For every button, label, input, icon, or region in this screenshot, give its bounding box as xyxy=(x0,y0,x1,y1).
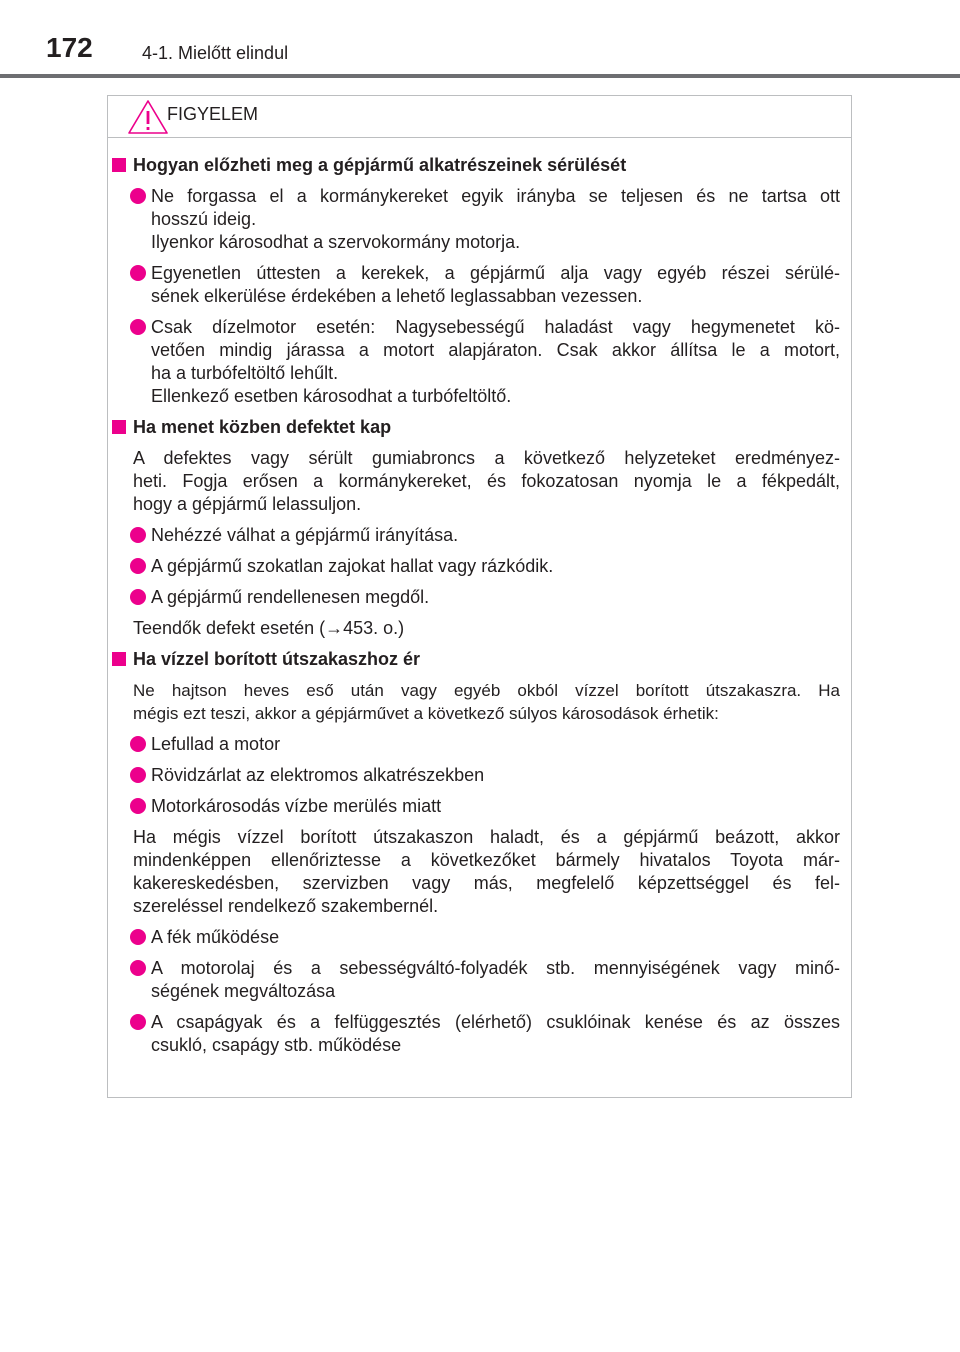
bullet-dot-icon xyxy=(130,589,146,605)
square-bullet-icon xyxy=(112,158,126,172)
warning-content xyxy=(108,154,851,1065)
cross-reference: Teendők defekt esetén (→453. o.) xyxy=(133,618,405,638)
bullet-dot-icon xyxy=(130,960,146,976)
warning-triangle-icon xyxy=(126,98,170,136)
warning-title: FIGYELEM xyxy=(167,104,259,124)
paragraph: Ne hajtson heves eső után vagy egyéb okból vízzel borított útszakaszra. Ha mégis ezt teszi, akkor a gépjárművet a következő súlyos károsodások érhetik: xyxy=(133,681,840,723)
list-item: Nehézzé válhat a gépjármű irányítása. xyxy=(108,524,851,547)
square-bullet-icon xyxy=(112,420,126,434)
bullet-dot-icon xyxy=(130,319,146,335)
list-item: A fék működése xyxy=(108,926,851,949)
section-heading: Ha menet közben defektet kap xyxy=(108,416,851,439)
page-header xyxy=(0,0,960,80)
warning-box xyxy=(107,95,852,1098)
list-item: A csapágyak és a felfüggesztés (elérhető) csuklóinak kenése és az összes csukló, csapágy stb. működése xyxy=(108,1011,851,1057)
square-bullet-icon xyxy=(112,652,126,666)
paragraph: Ha mégis vízzel borított útszakaszon haladt, és a gépjármű beázott, akkor mindenképpen ellenőriztesse a következőket bármely hivatalos Toyota már- kakereskedésben, szervizben vagy más, megfelelő képzettséggel és fel- szereléssel rendelkező szakembernél. xyxy=(133,827,840,916)
bullet-dot-icon xyxy=(130,558,146,574)
header-rule xyxy=(0,74,960,78)
page-number: 172 xyxy=(46,32,93,63)
section-heading: Hogyan előzheti meg a gépjármű alkatrészeinek sérülését xyxy=(108,154,851,177)
list-item: Ne forgassa el a kormánykereket egyik irányba se teljesen és ne tartsa ott hosszú ideig. Ilyenkor károsodhat a szervokormány motorja. xyxy=(108,185,851,254)
bullet-dot-icon xyxy=(130,188,146,204)
warning-header xyxy=(108,96,851,138)
list-item: Rövidzárlat az elektromos alkatrészekben xyxy=(108,764,851,787)
list-item: Csak dízelmotor esetén: Nagysebességű haladást vagy hegymenetet kö- vetően mindig járassa a motort alapjáraton. Csak akkor állítsa le a motort, ha a turbófeltöltő lehűlt. Ellenkező esetben károsodhat a turbófeltöltő. xyxy=(108,316,851,408)
list-item: Motorkárosodás vízbe merülés miatt xyxy=(108,795,851,818)
section-heading: Ha vízzel borított útszakaszhoz ér xyxy=(108,648,851,671)
list-item: Egyenetlen úttesten a kerekek, a gépjármű alja vagy egyéb részei sérülé- sének elkerülése érdekében a lehető leglassabban vezessen. xyxy=(108,262,851,308)
list-item: A motorolaj és a sebességváltó-folyadék stb. mennyiségének vagy minő- ségének megváltozása xyxy=(108,957,851,1003)
bullet-dot-icon xyxy=(130,736,146,752)
bullet-dot-icon xyxy=(130,767,146,783)
bullet-dot-icon xyxy=(130,527,146,543)
list-item: A gépjármű szokatlan zajokat hallat vagy rázkódik. xyxy=(108,555,851,578)
list-item: Lefullad a motor xyxy=(108,733,851,756)
bullet-dot-icon xyxy=(130,1014,146,1030)
list-item: A gépjármű rendellenesen megdől. xyxy=(108,586,851,609)
bullet-dot-icon xyxy=(130,929,146,945)
bullet-dot-icon xyxy=(130,265,146,281)
bullet-dot-icon xyxy=(130,798,146,814)
paragraph: A defektes vagy sérült gumiabroncs a következő helyzeteket eredményez- heti. Fogja erősen a kormánykereket, és fokozatosan nyomja le a fékpedált, hogy a gépjármű lelassuljon. xyxy=(133,448,840,514)
section-title: 4-1. Mielőtt elindul xyxy=(142,43,289,63)
